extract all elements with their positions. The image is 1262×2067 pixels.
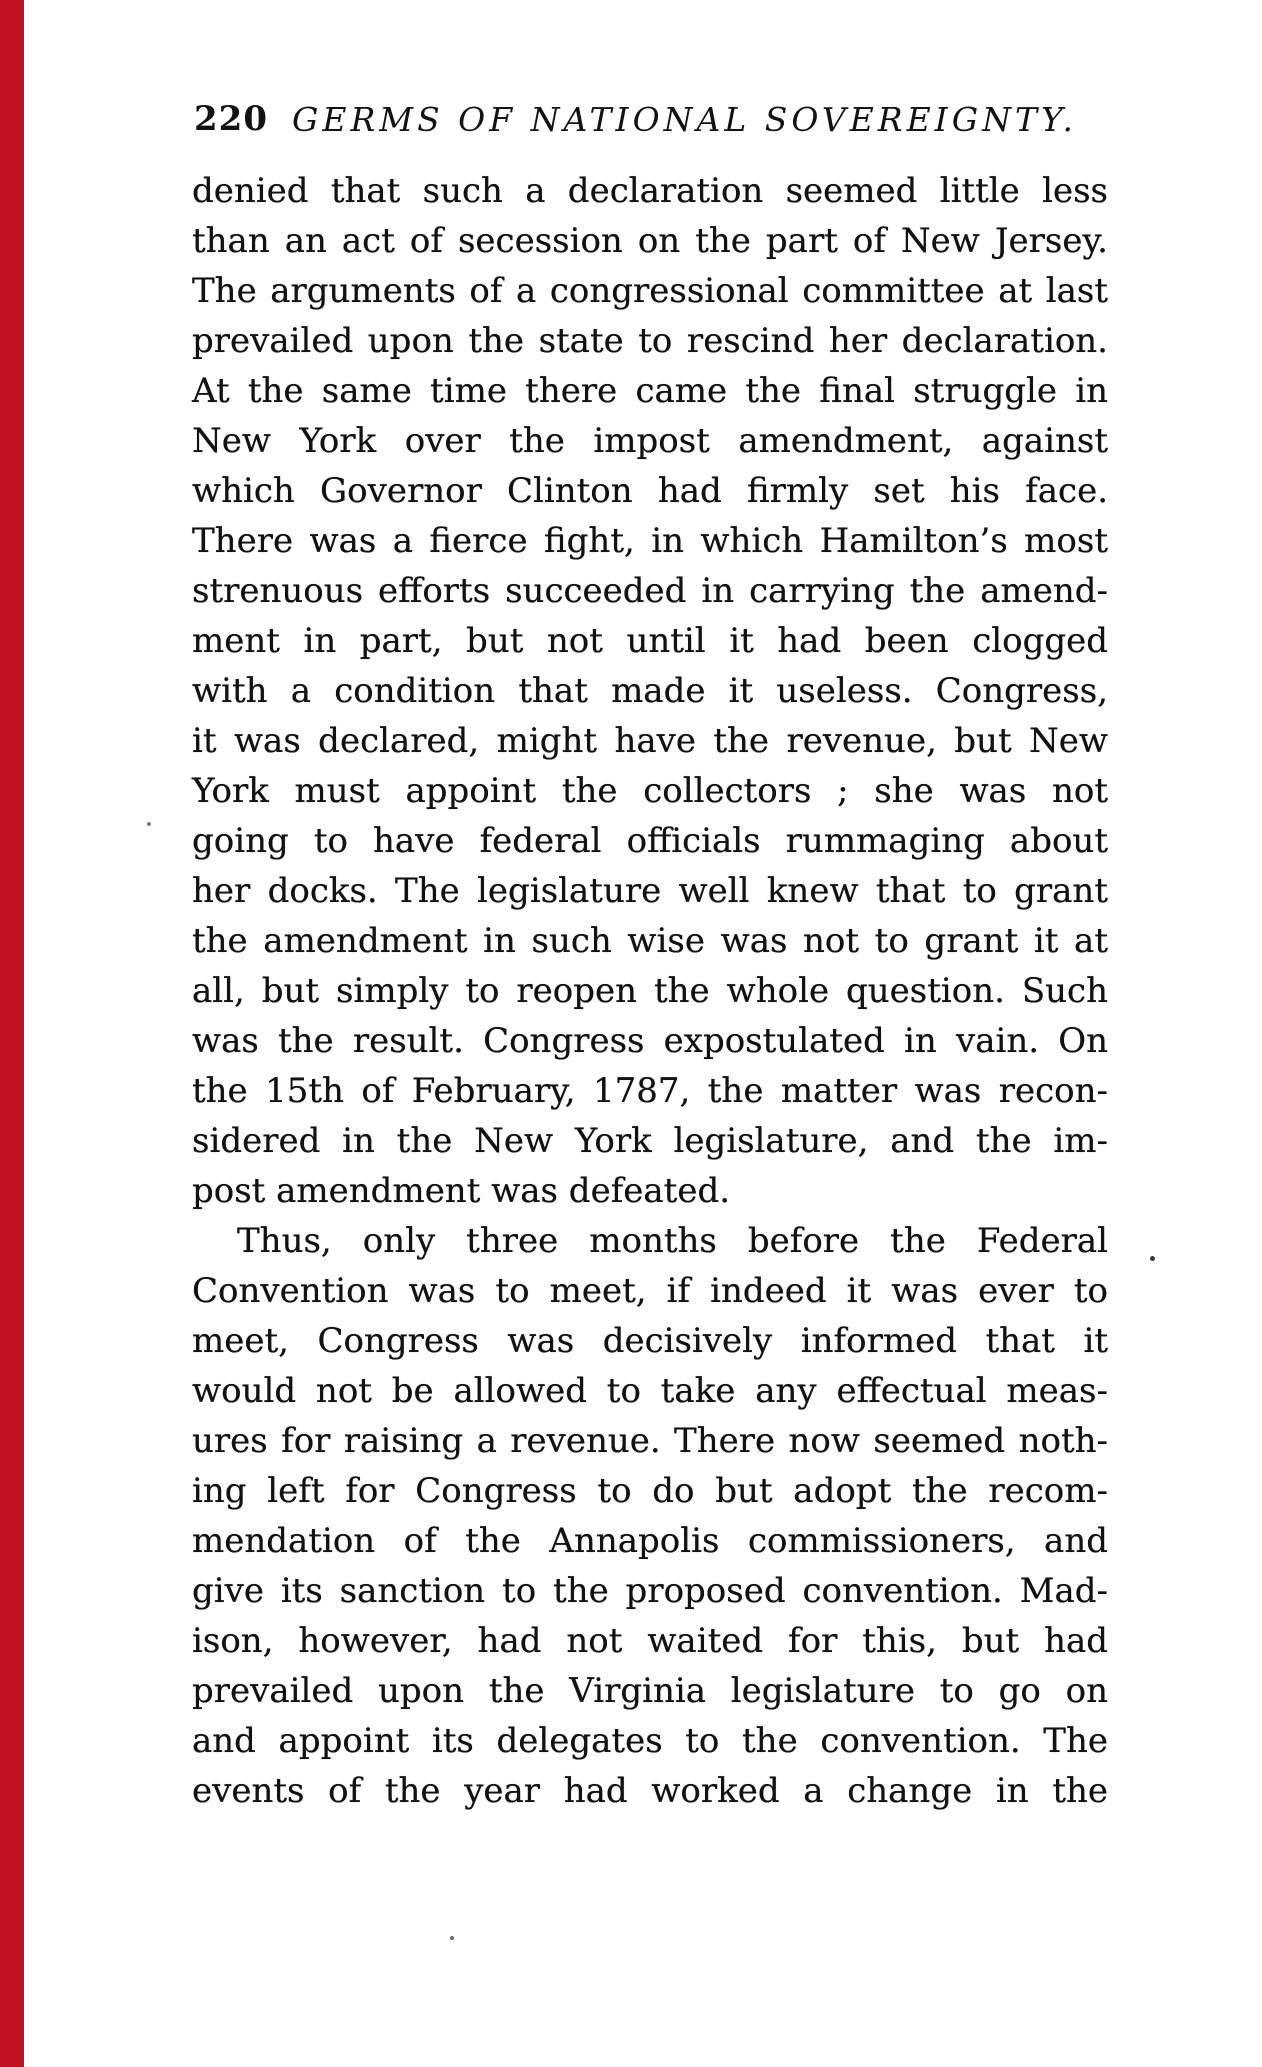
text-line: Thus, only three months before the Federal [237,1221,1108,1261]
text-line: prevailed upon the state to rescind her declaration. [192,321,1108,361]
text-line: her docks. The legislature well knew that to grant [192,871,1108,911]
text-line: ing left for Congress to do but adopt the recom- [192,1471,1108,1511]
text-line: denied that such a declaration seemed little less [192,171,1108,211]
text-line: New York over the impost amendment, against [192,421,1108,461]
text-line: with a condition that made it useless. Congress, [192,671,1108,711]
text-line: it was declared, might have the revenue, but New [192,721,1108,761]
text-line: the 15th of February, 1787, the matter was recon- [192,1071,1108,1111]
text-line: was the result. Congress expostulated in vain. On [192,1021,1108,1061]
text-line: sidered in the New York legislature, and the im- [192,1121,1108,1161]
text-line: ment in part, but not until it had been clogged [192,621,1108,661]
text-line: The arguments of a congressional committee at last [192,271,1108,311]
text-line: ison, however, had not waited for this, but had [192,1621,1108,1661]
text-line: ures for raising a revenue. There now seemed noth- [192,1421,1108,1461]
binding-stripe [0,0,24,2067]
page-number: 220 [194,99,268,139]
text-line: and appoint its delegates to the convention. The [192,1721,1108,1761]
text-line: would not be allowed to take any effectual meas- [192,1371,1108,1411]
text-line: There was a fierce fight, in which Hamilton’s most [192,521,1108,561]
text-line: give its sanction to the proposed convention. Mad- [192,1571,1108,1611]
text-line: meet, Congress was decisively informed that it [192,1321,1108,1361]
text-line: post amendment was defeated. [192,1171,731,1211]
text-line: Convention was to meet, if indeed it was ever to [192,1271,1108,1311]
text-line: mendation of the Annapolis commissioners, and [192,1521,1108,1561]
text-line: At the same time there came the final struggle in [192,371,1108,411]
text-line: than an act of secession on the part of New Jersey. [192,221,1108,261]
scan-speck [450,1936,454,1940]
text-line: the amendment in such wise was not to grant it at [192,921,1108,961]
page-header [192,96,1108,140]
text-line: York must appoint the collectors ; she was not [192,771,1108,811]
text-line: which Governor Clinton had firmly set his face. [192,471,1108,511]
body-text [192,166,1108,1816]
scan-speck [147,822,151,826]
text-line: prevailed upon the Virginia legislature to go on [192,1671,1108,1711]
text-line: going to have federal officials rummaging about [192,821,1108,861]
text-line: strenuous efforts succeeded in carrying the amend- [192,571,1108,611]
scan-speck [1150,1256,1155,1261]
text-line: events of the year had worked a change in the [192,1771,1108,1811]
text-line: all, but simply to reopen the whole question. Such [192,971,1108,1011]
running-title: GERMS OF NATIONAL SOVEREIGNTY. [292,100,1077,139]
